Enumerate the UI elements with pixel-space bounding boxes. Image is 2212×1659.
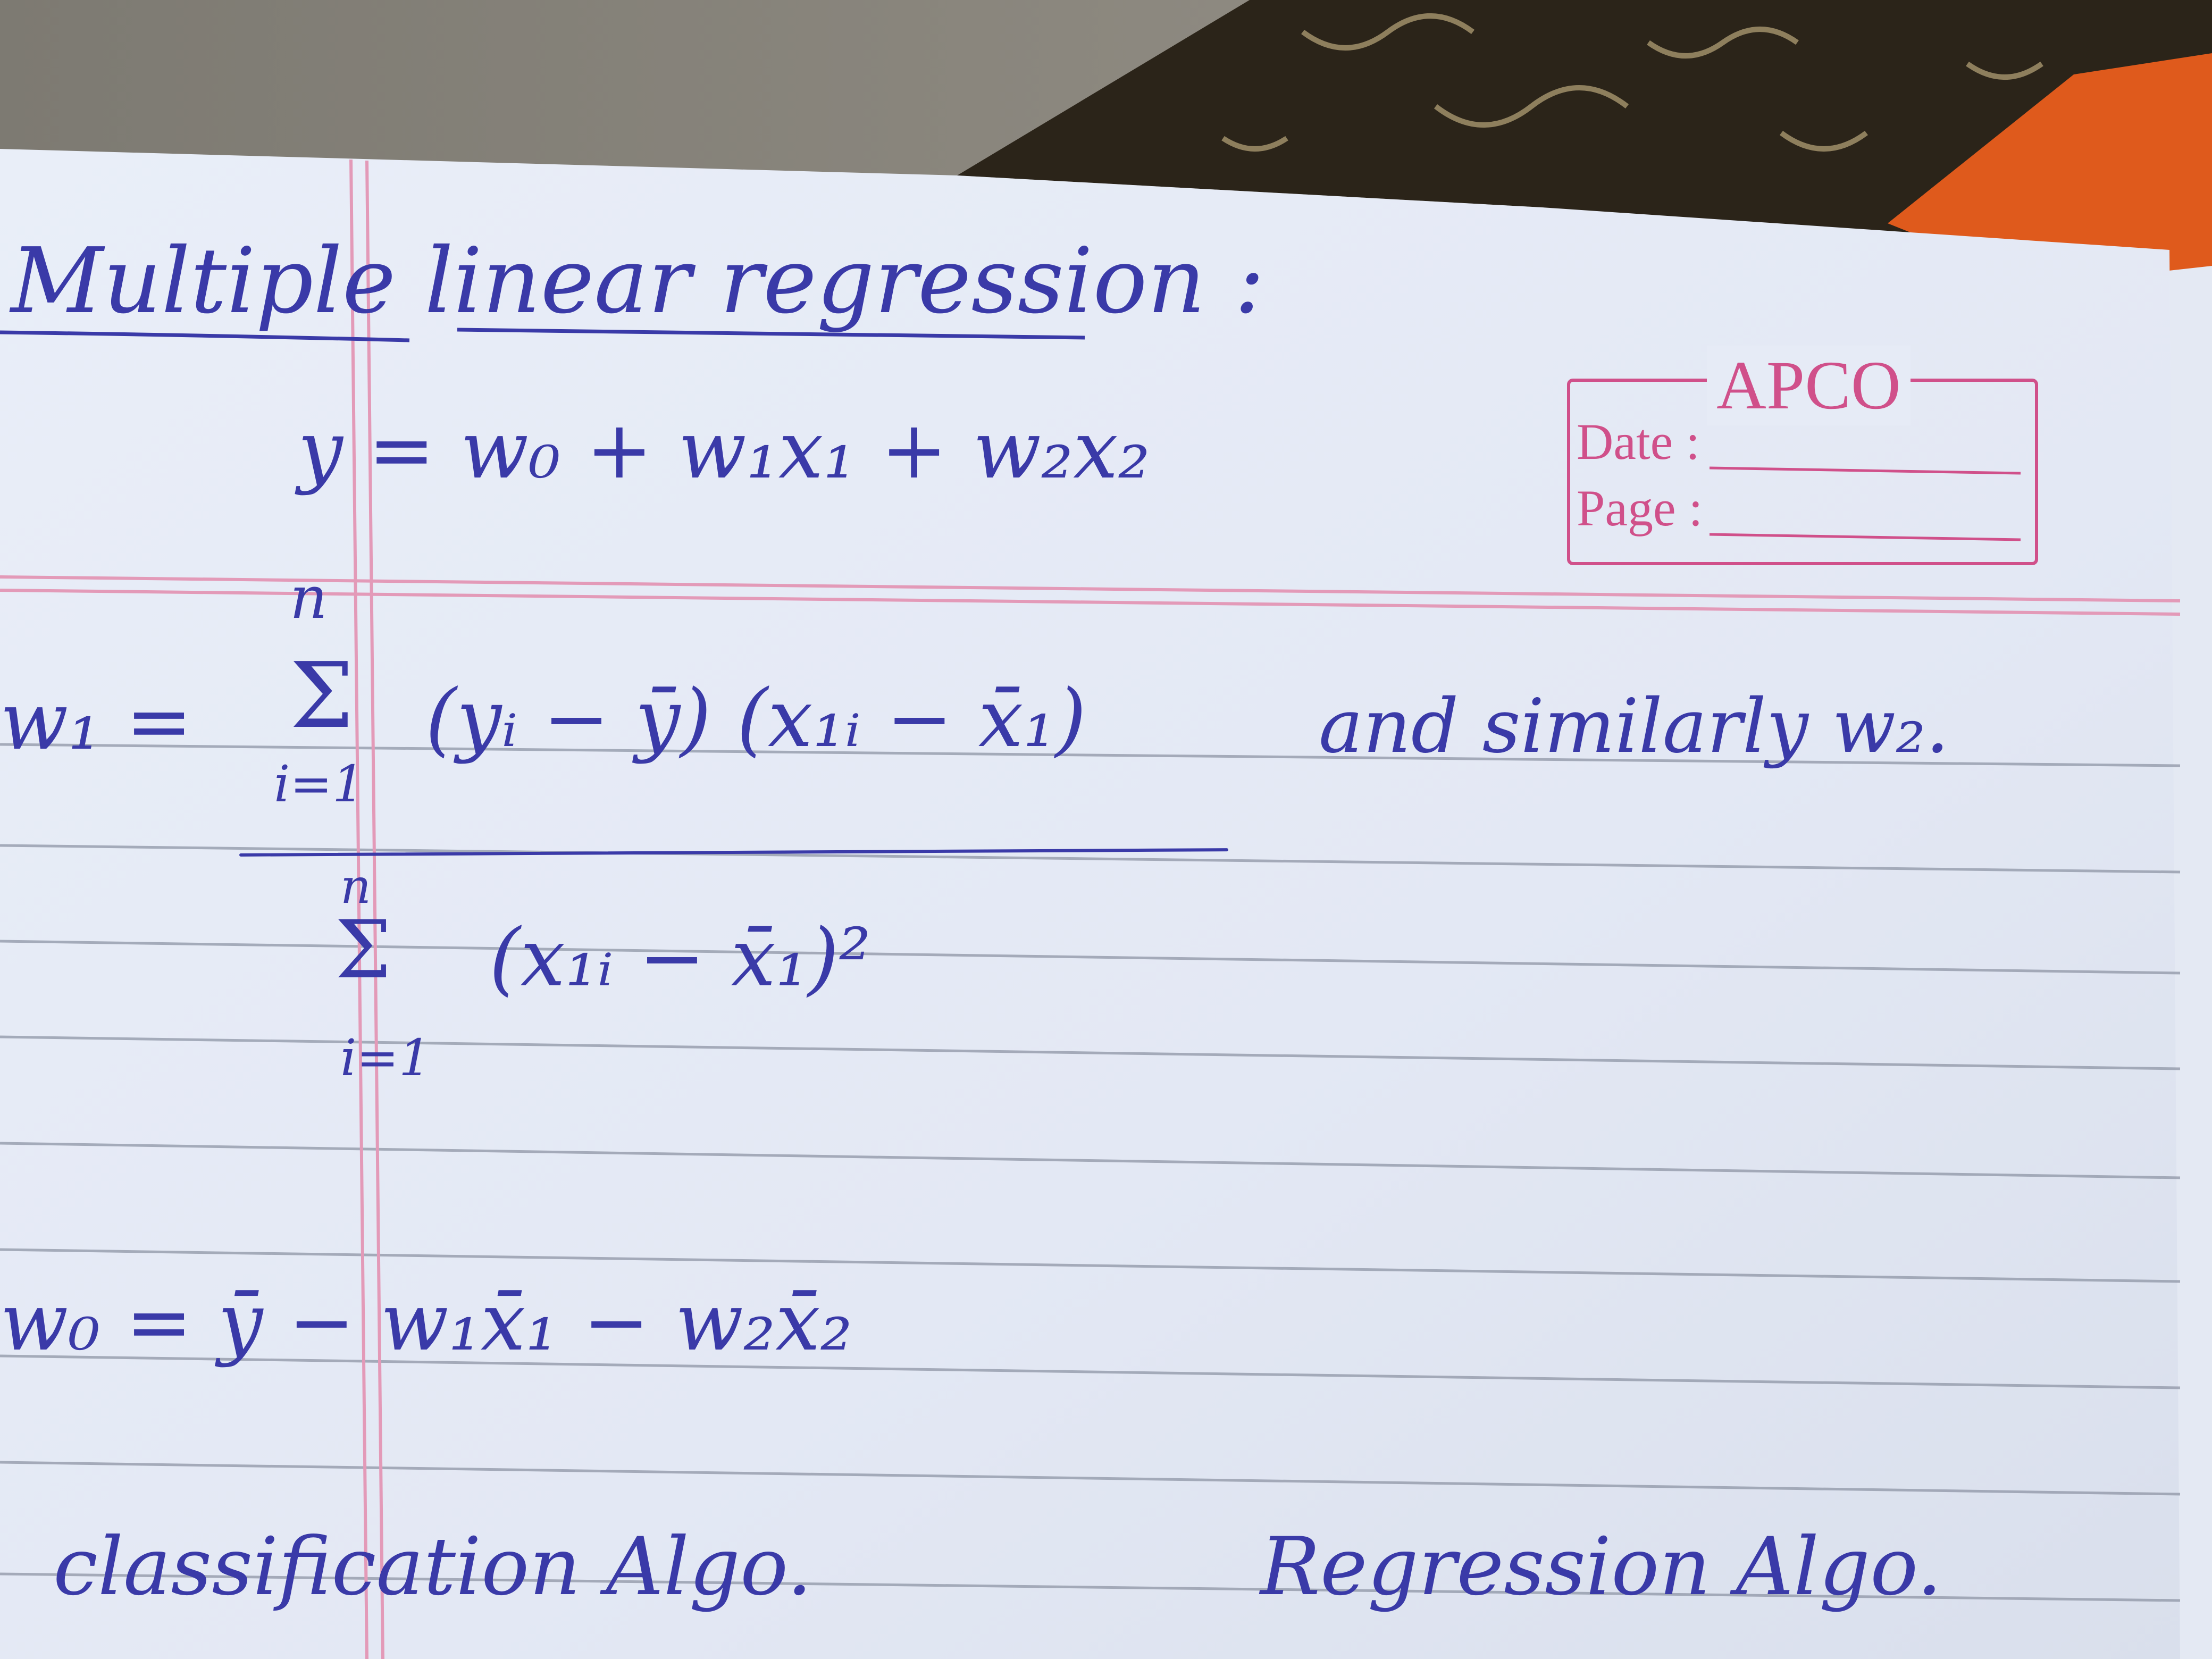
equation-y: y = w₀ + w₁x₁ + w₂x₂ <box>298 404 1150 497</box>
page-label: Page : <box>1577 480 1703 537</box>
numerator-sigma: Σ <box>290 643 354 749</box>
w0-equation: w₀ = ȳ − w₁x̄₁ − w₂x̄₂ <box>0 1276 852 1369</box>
denominator-term: (x₁ᵢ − x̄₁)² <box>489 912 871 1004</box>
numerator-term: (yᵢ − ȳ) (x₁ᵢ − x̄₁) <box>425 673 1087 765</box>
note-title: Multiple linear regression : <box>11 229 1265 334</box>
denominator-lower-limit: i=1 <box>340 1029 431 1087</box>
numerator-lower-limit: i=1 <box>274 755 365 814</box>
date-label: Date : <box>1577 413 1700 470</box>
w1-lhs: w₁ = <box>0 675 192 768</box>
denominator-sigma: Σ <box>335 904 392 996</box>
similarly-note: and similarly w₂. <box>1319 683 1949 770</box>
classification-label: classification Algo. <box>53 1521 812 1613</box>
regression-label: Regression Algo. <box>1260 1521 1942 1613</box>
numerator-upper-limit: n <box>290 564 328 632</box>
apco-brand: APCO <box>1707 346 1911 425</box>
denominator-upper-limit: n <box>340 859 371 915</box>
